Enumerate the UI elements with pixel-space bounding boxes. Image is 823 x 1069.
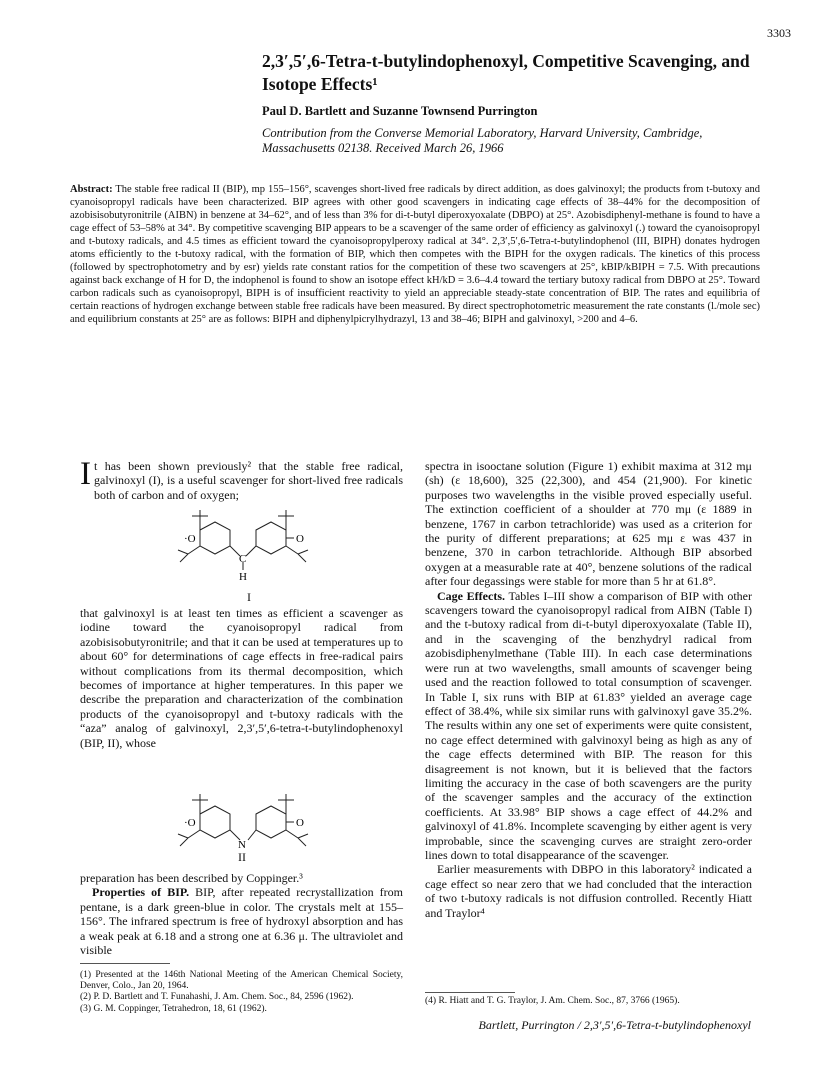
- footnote-2: (2) P. D. Bartlett and T. Funahashi, J. Am. Chem. Soc., 84, 2596 (1962).: [80, 992, 354, 1003]
- footnote-3: (3) G. M. Coppinger, Tetrahedron, 18, 61 (1962).: [80, 1003, 267, 1014]
- properties-heading: Properties of BIP.: [92, 885, 190, 900]
- coppinger-line: preparation has been described by Coppinger.³: [80, 871, 303, 885]
- abstract-text: The stable free radical II (BIP), mp 155–156°, scavenges short-lived free radicals by direct addition, as does galvinoxyl; the products from t-butoxy and cyanoisopropyl radicals have been characterized. BIP agrees with other good scavengers in indicating cage effects of 38–44% for the decomposition of azobisisobutyronitrile (AIBN) in benzene at 34–62°, and of less than 3% for di-t-butyl diperoxyoxalate (DBPO) at 25°. Azobisdiphenyl-methane is found to have a cage effect of 53–58% at 34°. By competitive scavenging BIP appears to be a scavenger of the same order of efficiency as galvinoxyl (.) toward the cyanoisopropyl and t-butoxy radicals, and 4.5 times as efficient toward the cyanoisopropylperoxy radical at 34°. 2,3′,5′,6-Tetra-t-butylindophenol (III, BIPH) donates hydrogen atoms efficiently to the t-butoxy radical, with the formation of BIP, which then competes with the BIPH for the oxygen radicals. The kinetics of this process (followed by spectrophotometry and by esr) yields rate constant ratios for the competition of these two scavengers at 25°, kBIP/kBIPH = 7.5. With precautions against back exchange of H for D, the indophenol is found to show an isotope effect kH/kD = 3.6–4.4 toward the tertiary butoxy radical from DBPO at 25°. Toward carbon radicals such as cyanoisopropyl, BIPH is of insufficient reactivity to yield an appreciable steady-state concentration of BIP. The rates and equilibria of certain reactions of hydrogen exchange between stable free radicals have been measured. By direct spectrophotometric measurement the rate constants (l./mole sec) and equilibrium constants at 25° are as follows: BIPH and diphenylpicrylhydrazyl, 13 and 38–46; BIPH and galvinoxyl, >200 and 4–6.: [70, 184, 760, 326]
- svg-text:O: O: [296, 817, 304, 829]
- svg-text:N: N: [238, 839, 246, 851]
- cage-effects-paragraph: [425, 589, 752, 863]
- properties-text: BIP, after repeated recrystallization from pentane, is a dark green-blue in color. The crystals melt at 155–156°. The infrared spectrum is free of hydroxyl absorption and has a weak peak at 6.18 and a strong one at 6.36 μ. The ultraviolet and visible: [80, 885, 403, 958]
- structure-i-label: I: [247, 590, 251, 604]
- svg-text:H: H: [239, 571, 247, 583]
- left-paragraph-3: [80, 871, 403, 957]
- svg-text:·O: ·O: [184, 533, 196, 545]
- drop-cap: I: [80, 456, 91, 492]
- svg-text:·O: ·O: [184, 817, 196, 829]
- svg-text:C: C: [239, 553, 247, 565]
- bip-structure: [170, 792, 320, 856]
- left-column: [80, 456, 403, 502]
- svg-text:O: O: [296, 533, 304, 545]
- footnote-rule-right: [425, 992, 515, 993]
- authors: Paul D. Bartlett and Suzanne Townsend Purrington: [262, 104, 538, 118]
- abstract-label: Abstract:: [70, 184, 113, 195]
- structure-ii-label: II: [238, 850, 246, 864]
- left-paragraph-2: that galvinoxyl is at least ten times as efficient a scavenger as iodine toward the cyanoisopropyl radical from azobisisobutyronitrile; and that it can be used at temperatures up to about 60° for determinations of cage effects in free-radical pairs without complications from its thermal decomposition, which becomes of importance at higher temperatures. In this paper we describe the preparation and characterization of the combination products of the cyanoisopropyl and t-butoxy radicals with the “aza” analog of galvinoxyl, 2,3′,5′,6-tetra-t-butylindophenoxyl (BIP, II), whose: [80, 606, 403, 750]
- page-number: 3303: [767, 26, 791, 40]
- galvinoxyl-structure: [170, 508, 320, 590]
- cage-effects-heading: Cage Effects.: [437, 588, 505, 603]
- right-column: [425, 459, 752, 920]
- running-footer: Bartlett, Purrington / 2,3′,5′,6-Tetra-t-butylindophenoxyl: [478, 1018, 751, 1032]
- footnote-4: (4) R. Hiatt and T. G. Traylor, J. Am. Chem. Soc., 87, 3766 (1965).: [425, 996, 680, 1006]
- footnote-rule: [80, 963, 170, 964]
- abstract: [70, 183, 760, 327]
- spectra-paragraph: spectra in isooctane solution (Figure 1) exhibit maxima at 312 mμ (sh) (ε 18,600), 325 (22,300), and 454 (21,900). For kinetic purposes two wavelengths in the visible proved especially useful. The extinction coefficient of a shoulder at 770 mμ (ε 1889 in benzene, 1767 in carbon tetrachloride) was used as a criterion for the purity of different preparations; at 625 mμ ε was 437 in benzene, 370 in carbon tetrachloride. Although BIP absorbed oxygen at a measurable rate at 40°, benzene solutions of the radical after four degassings were stable for more than 5 hr at 61.8°.: [425, 459, 752, 589]
- properties-paragraph: [80, 885, 403, 957]
- affiliation: Contribution from the Converse Memorial Laboratory, Harvard University, Cambridge, Massachusetts 02138. Received March 26, 1966: [262, 126, 703, 155]
- footnote-1: (1) Presented at the 146th National Meeting of the American Chemical Society, Denver, Colo., Jan 20, 1964.: [80, 970, 403, 992]
- footnotes-left: [80, 970, 403, 1015]
- dbpo-paragraph: Earlier measurements with DBPO in this laboratory² indicated a cage effect so near zero that we had concluded that the interaction of two t-butoxy radicals is not diffusion controlled. Recently Hiatt and Traylor⁴: [425, 862, 752, 920]
- cage-effects-text: Tables I–III show a comparison of BIP with other scavengers toward the cyanoisopropyl radical from AIBN (Table I) and the t-butoxy radical from di-t-butyl diperoxyoxalate (Table II), and in the scavenging of the benzhydryl radical from azobisdiphenylmethane (Table III). In each case determinations were run at two wavelengths, small amounts of scavenger being used and the reaction followed to total consumption of scavenger. In Table I, six runs with BIP at 61.83° yielded an average cage effect of 38.4%, while six similar runs with galvinoxyl gave 35.2%. The results within any one set of experiments were quite consistent, no cage effect determined with galvinoxyl being as high as any of the cage effects determined with BIP. The reason for this disagreement is not known, but it is believed that the factors limiting the accuracy in the case of both scavengers are the purity of the scavenger samples and the accuracy of the extinction coefficients. At 33.98° BIP shows a cage effect of 44.2% and galvinoxyl of 41.8%. Incomplete scavenging by either agent is very improbable, since the scavenging curves are straight zero-order lines down to total disappearance of the scavenger.: [425, 588, 752, 862]
- intro-paragraph: t has been shown previously² that the stable free radical, galvinoxyl (I), is a useful scavenger for short-lived free radicals both of carbon and of oxygen;: [94, 459, 403, 502]
- article-title: 2,3′,5′,6-Tetra-t-butylindophenoxyl, Competitive Scavenging, and Isotope Effects¹: [262, 51, 750, 94]
